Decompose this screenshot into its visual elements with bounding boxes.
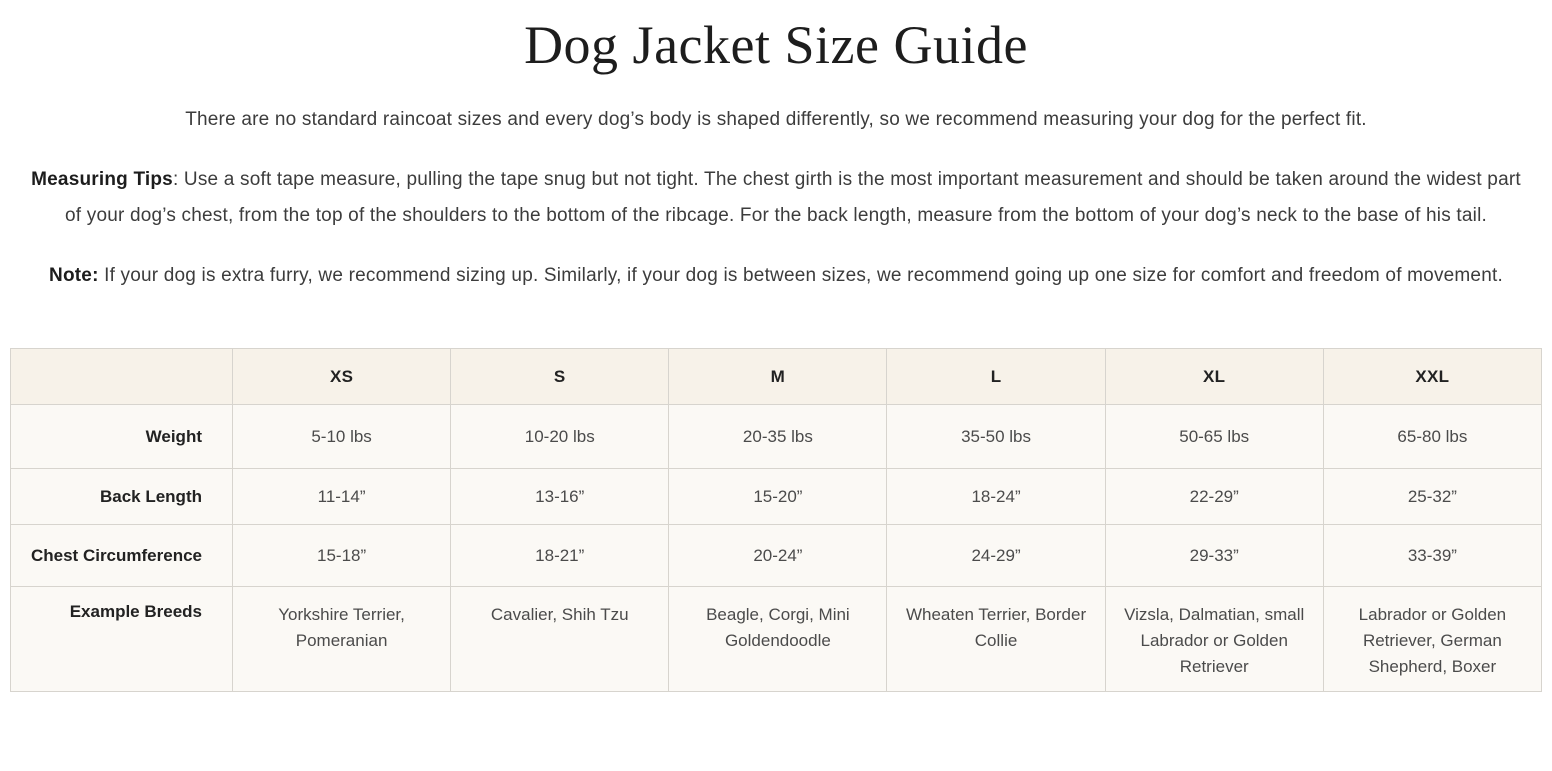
table-cell: 5-10 lbs: [233, 405, 451, 469]
table-cell: 10-20 lbs: [451, 405, 669, 469]
table-row-weight: [11, 405, 1542, 469]
note-text: If your dog is extra furry, we recommend sizing up. Similarly, if your dog is between sizes, we recommend going up one size for comfort and freedom of movement.: [98, 265, 1503, 286]
table-cell: Vizsla, Dalmatian, small Labrador or Golden Retriever: [1105, 587, 1323, 692]
table-cell: Beagle, Corgi, Mini Goldendoodle: [669, 587, 887, 692]
table-cell: 15-18”: [233, 525, 451, 587]
table-cell: 25-32”: [1323, 469, 1541, 525]
table-cell: 24-29”: [887, 525, 1105, 587]
table-cell: 50-65 lbs: [1105, 405, 1323, 469]
table-cell: 11-14”: [233, 469, 451, 525]
note-paragraph: [23, 258, 1529, 294]
table-cell: 20-35 lbs: [669, 405, 887, 469]
row-label: Back Length: [11, 469, 233, 525]
table-cell: 18-21”: [451, 525, 669, 587]
intro-paragraph: [23, 102, 1529, 138]
note-label: Note:: [49, 265, 99, 286]
column-header-m: M: [669, 349, 887, 405]
column-header-xl: XL: [1105, 349, 1323, 405]
measuring-tips-text: : Use a soft tape measure, pulling the tape snug but not tight. The chest girth is the most important measurement and should be taken around the widest part of your dog’s chest, from the top of the shoulders to the bottom of the ribcage. For the back length, measure from the bottom of your dog’s neck to the base of his tail.: [65, 169, 1521, 226]
size-table-header-row: [11, 349, 1542, 405]
measuring-tips-paragraph: [23, 162, 1529, 234]
table-row-chest-circumference: [11, 525, 1542, 587]
size-guide-table: [10, 348, 1542, 692]
intro-text: There are no standard raincoat sizes and every dog’s body is shaped differently, so we recommend measuring your dog for the perfect fit.: [185, 109, 1367, 130]
table-cell: 29-33”: [1105, 525, 1323, 587]
table-cell: Cavalier, Shih Tzu: [451, 587, 669, 692]
page-title: Dog Jacket Size Guide: [524, 15, 1028, 75]
table-cell: 13-16”: [451, 469, 669, 525]
table-cell: 18-24”: [887, 469, 1105, 525]
table-cell: Wheaten Terrier, Border Collie: [887, 587, 1105, 692]
measuring-tips-label: Measuring Tips: [31, 169, 173, 190]
table-row-example-breeds: [11, 587, 1542, 692]
row-label: Chest Circumference: [11, 525, 233, 587]
table-row-back-length: [11, 469, 1542, 525]
table-cell: 15-20”: [669, 469, 887, 525]
column-header-l: L: [887, 349, 1105, 405]
row-label: Weight: [11, 405, 233, 469]
column-header-s: S: [451, 349, 669, 405]
table-cell: 33-39”: [1323, 525, 1541, 587]
table-cell: 20-24”: [669, 525, 887, 587]
table-cell: 35-50 lbs: [887, 405, 1105, 469]
column-header-xs: XS: [233, 349, 451, 405]
table-cell: 22-29”: [1105, 469, 1323, 525]
table-cell: 65-80 lbs: [1323, 405, 1541, 469]
table-cell: Labrador or Golden Retriever, German Shepherd, Boxer: [1323, 587, 1541, 692]
corner-cell: [11, 349, 233, 405]
table-cell: Yorkshire Terrier, Pomeranian: [233, 587, 451, 692]
column-header-xxl: XXL: [1323, 349, 1541, 405]
row-label: Example Breeds: [11, 587, 233, 692]
